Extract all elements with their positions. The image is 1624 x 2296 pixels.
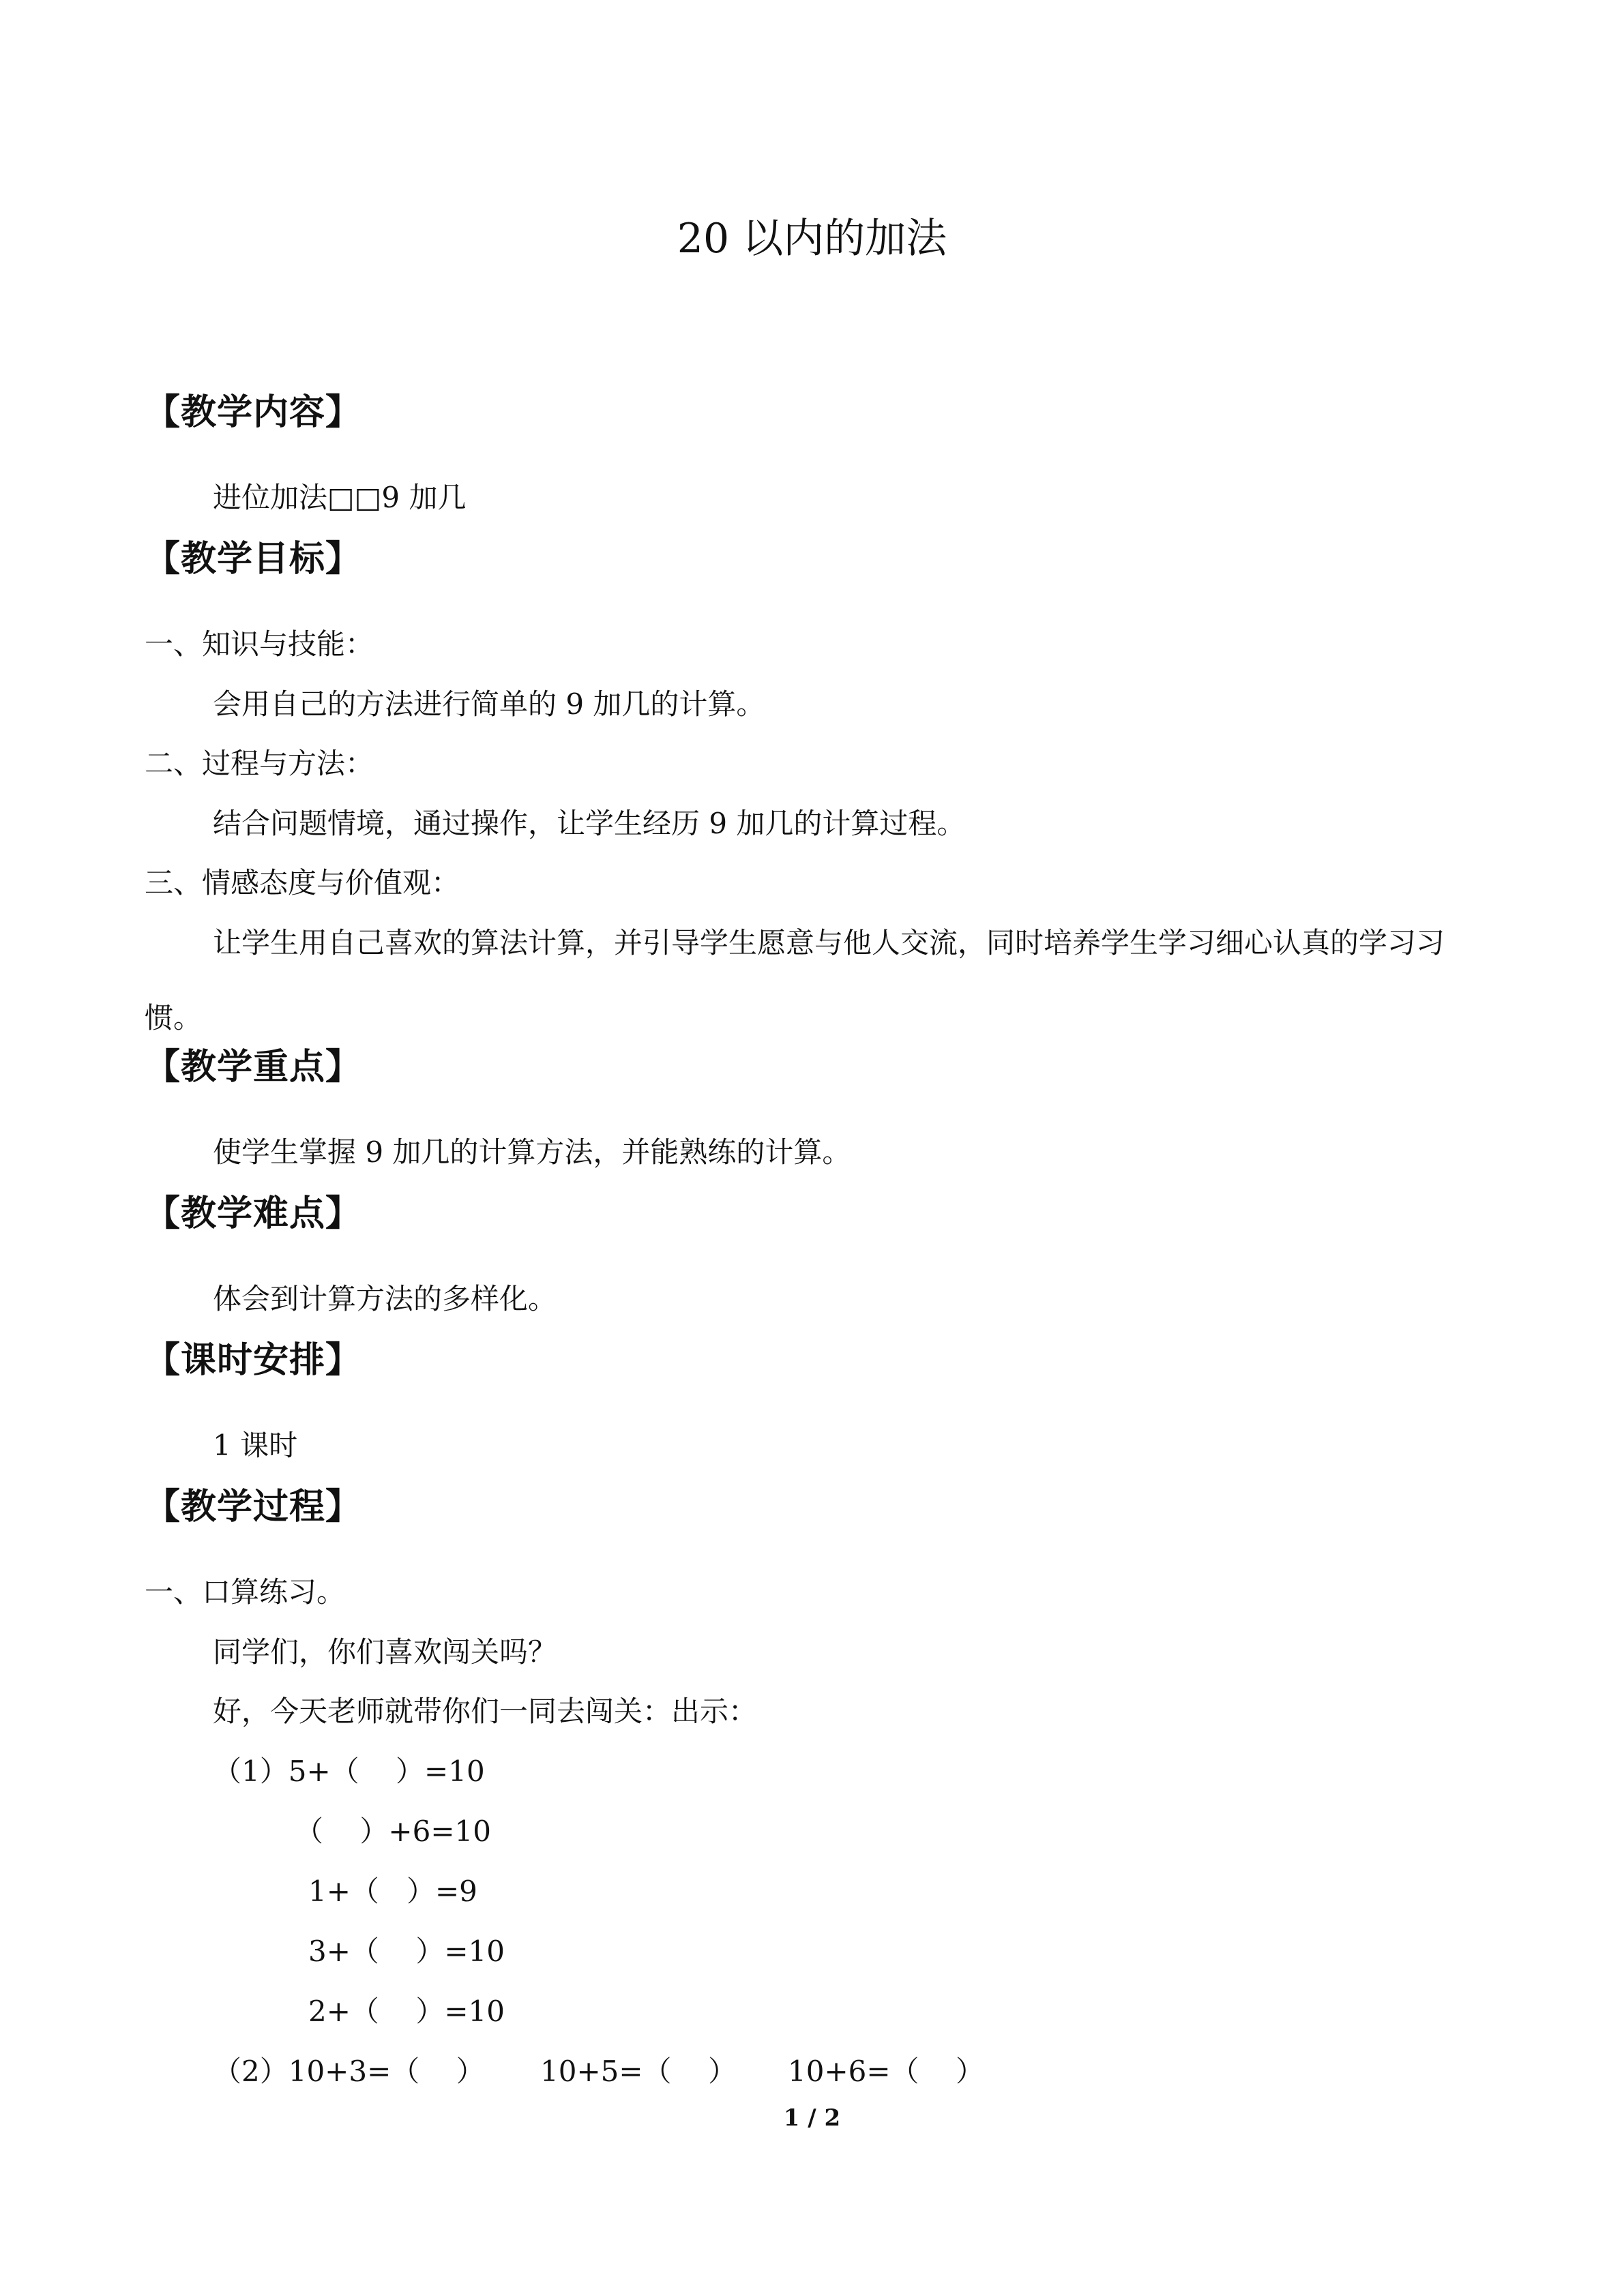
exercise-1-item: 2+（ ）=10 [308, 1995, 505, 2028]
goal-1-text: 会用自己的方法进行简单的 9 加几的计算。 [213, 687, 765, 721]
exercise-1-item: 3+（ ）=10 [308, 1935, 505, 1968]
goal-3-label: 三、情感态度与价值观： [145, 866, 460, 899]
exercise-1-item: （ ）+6=10 [295, 1815, 491, 1848]
section-heading-keypoint: 【教学重点】 [145, 1047, 362, 1088]
section-heading-difficulty: 【教学难点】 [145, 1193, 362, 1234]
process-line-1: 同学们，你们喜欢闯关吗？ [213, 1635, 557, 1669]
schedule-text: 1 课时 [213, 1429, 298, 1462]
goal-2-text: 结合问题情境，通过操作，让学生经历 9 加几的计算过程。 [213, 807, 966, 840]
goal-1-label: 一、知识与技能： [145, 627, 374, 661]
section-heading-content: 【教学内容】 [145, 392, 362, 433]
content-text: 进位加法□□9 加几 [213, 481, 467, 514]
exercise-2-item: 10+5=（ ） [540, 2055, 737, 2088]
section-heading-process: 【教学过程】 [145, 1487, 362, 1527]
exercise-2-item: （2）10+3=（ ） [213, 2055, 485, 2088]
exercise-1-first: （1）5+（ ）=10 [213, 1755, 485, 1788]
section-heading-schedule: 【课时安排】 [145, 1340, 362, 1381]
section-heading-goals: 【教学目标】 [145, 539, 362, 580]
difficulty-text: 体会到计算方法的多样化。 [213, 1282, 557, 1315]
page-title: 20 以内的加法 [677, 215, 947, 263]
page-number: 1 / 2 [783, 2104, 841, 2132]
process-line-2: 好，今天老师就带你们一同去闯关：出示： [213, 1695, 758, 1728]
exercise-1-item: 1+（ ）=9 [308, 1875, 477, 1908]
process-step-1-label: 一、口算练习。 [145, 1575, 346, 1609]
goal-2-label: 二、过程与方法： [145, 747, 374, 780]
exercise-2-item: 10+6=（ ） [788, 2055, 984, 2088]
goal-3-text: 让学生用自己喜欢的算法计算，并引导学生愿意与他人交流，同时培养学生学习细心认真的学习习惯。 [145, 926, 1445, 1034]
keypoint-text: 使学生掌握 9 加几的计算方法，并能熟练的计算。 [213, 1135, 851, 1169]
